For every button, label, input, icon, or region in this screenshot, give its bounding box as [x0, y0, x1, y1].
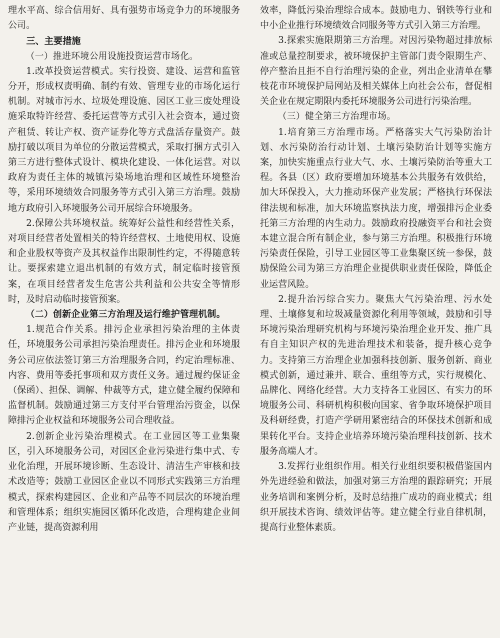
paragraph-deadline-governance: 3.探索实施限期第三方治理。对因污染物超过排放标准或总量控制要求，被环境保护主管部门责令限期生产、停产整治且拒不自行治理污染的企业，列出企业清单在攀枝花市环境保护局网站及相关媒体上向社会公布，督促相关企业在规定期限内委托环境服务公司进行污染治理。: [260, 36, 492, 108]
paragraph-governance-mode: 2.创新企业污染治理模式。在工业园区等工业集聚区，引入环境服务公司，对园区企业污染进行集中式、专业化治理，开展环境诊断、生态设计、清洁生产审核和技术改造等；鼓励工业园区企业以不同形式实践第三方治理模式，探索构建园区、企业和产品等不同层次的环境治理和管理体系；组织实施园区循环化改造，合理构建企业间产业链，提高资源利用: [8, 431, 240, 533]
section-title-main-measures: 三、主要措施: [26, 36, 81, 48]
paragraph-industry-org: 3.发挥行业组织作用。相关行业组织要积极借鉴国内外先进经验和做法，加强对第三方治理的跟踪研究；开展业务培训和案例分析，及时总结推广成功的商业模式；组织开展技术咨询、绩效评估等。建立健全行业自律机制，提高行业整体素质。: [260, 462, 492, 533]
subsection-title-1: （一）推进环境公用设施投资运营市场化。: [25, 51, 199, 62]
paragraph-intro: 理水平高、综合信用好、具有强势市场竞争力的环境服务公司。: [8, 6, 240, 32]
left-column: [8, 4, 240, 536]
paragraph-cooperation: 1.规范合作关系。排污企业承担污染治理的主体责任，环境服务公司承担污染治理责任。排污企业和环境服务公司应依法签订第三方治理服务合同，约定治理标准、内容、费用等委托事项和双方责任义务。通过履约保证金（保函）、担保、调解、仲裁等方式，建立健全履约保障和监督机制。鼓励通过第三方支付平台管理治污资金，以保障排污企业权益和环境服务公司合理收益。: [8, 325, 240, 427]
paragraph-public-rights: 2.保障公共环境权益。统筹好公益性和经营性关系，对项目经营者处置相关的特许经营权、土地使用权、设施和企业股权等资产及其权益作出限制性约定，不得随意转让。要探索建立退出机制的有效方式，制定临时接管预案，在项目经营者发生危害公共利益和公共安全等情形时，及时启动临时接管预案。: [8, 218, 240, 305]
paragraph-strength: 2.提升治污综合实力。聚焦大气污染治理、污水处理、土壤修复和垃圾减量资源化利用等领域，鼓励和引导环境污染治理研究机构与环境污染治理企业开发、推广具有自主知识产权的先进治理技术和装备，提升核心竞争力。支持第三方治理企业加强科技创新、服务创新、商业模式创新，通过兼并、联合、重组等方式，实行规模化、品牌化、网络化经营。大力支持各工业园区、有实力的环境服务公司、科研机构积极向国家、省争取环境保护项目及科研经费，打造产学研用紧密结合的环保技术创新和成果转化平台。支持企业培养环境污染治理科技创新、技术服务高端人才。: [260, 294, 492, 457]
paragraph-reform-investment: 1.改革投资运营模式。实行投资、建设、运营和监管分开，形成权责明确、制约有效、管理专业的市场化运行机制。对城市污水、垃圾处理设施、园区工业三废处理设施采取特许经营、委托运营等方式引入社会资本，通过资产租赁、转让产权、资产证券化等方式盘活存量资产。鼓励打破以项目为单位的分散运营模式，采取打捆方式引入第三方进行整体式设计、模块化建设、一体化运营。对以政府为责任主体的城镇污染场地治理和区域性环境整治等，采用环境绩效合同服务等方式引入第三方治理。鼓励地方政府引入环境服务公司开展综合环境服务。: [8, 66, 240, 214]
paragraph-continued: 效率，降低污染治理综合成本。鼓励电力、钢铁等行业和中小企业推行环境绩效合同服务等方式引入第三方治理。: [260, 6, 492, 32]
subsection-title-3: （三）健全第三方治理市场。: [277, 112, 396, 123]
paragraph-cultivate-market: 1.培育第三方治理市场。严格落实大气污染防治计划、水污染防治行动计划、土壤污染防治计划等实施方案，加快实施重点行业大气、水、土壤污染防治等重大工程。各县（区）政府要增加环境基本公共服务有效供给，加大环保投入，大力推动环保产业发展；严格执行环保法律法规和标准，加大环境监察执法力度，增强排污企业委托第三方治理的内生动力。鼓励政府投融资平台和社会资本建立混合所有制企业，参与第三方治理。积极推行环境污染责任保险，引导工业园区等工业集聚区统一参保，鼓励保险公司为第三方治理企业提供职业责任保险，降低企业运营风险。: [260, 127, 492, 290]
right-column: [260, 4, 492, 536]
subsection-title-2: （二）创新企业第三方治理及运行维护管理机制。: [25, 310, 226, 321]
